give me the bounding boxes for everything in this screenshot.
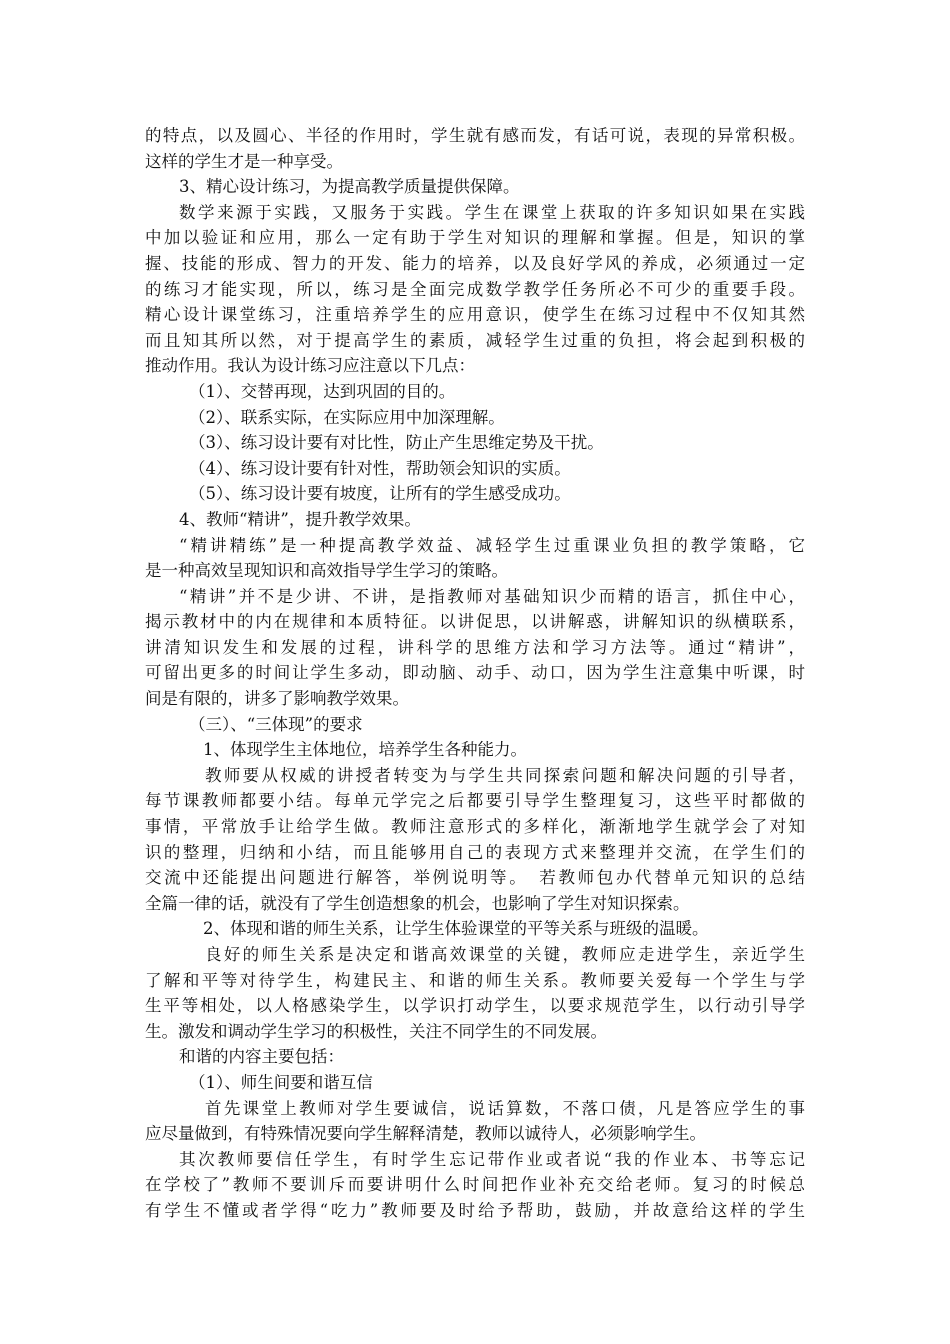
text-line: 首先课堂上教师对学生要诚信，说话算数，不落口债，凡是答应学生的事 — [205, 1098, 805, 1118]
text-line: 生。激发和调动学生学习的积极性，关注不同学生的不同发展。 — [145, 1021, 607, 1041]
text-line: 其次教师要信任学生，有时学生忘记带作业或者说“我的作业本、书等忘记 — [179, 1149, 805, 1169]
text-line: 和谐的内容主要包括： — [179, 1047, 344, 1067]
text-line: 良好的师生关系是决定和谐高效课堂的关键，教师应走进学生，亲近学生 — [205, 945, 805, 964]
text-line: 讲清知识发生和发展的过程，讲科学的思维方法和学习方法等。通过“精讲”， — [145, 637, 805, 657]
text-line: 握、技能的形成、智力的开发、能力的培养，以及良好学风的养成，必须通过一定 — [145, 253, 805, 273]
text-line: 事情，平常放手让给学生做。教师注意形式的多样化，渐渐地学生就学会了对知 — [145, 817, 805, 837]
list-item: （1）、交替再现，达到巩固的目的。 — [189, 381, 456, 401]
section-heading: 2、体现和谐的师生关系，让学生体验课堂的平等关系与班级的温暖。 — [203, 919, 709, 939]
text-line: 而且知其所以然，对于提高学生的素质，减轻学生过重的负担，将会起到积极的 — [145, 330, 805, 350]
text-line: 有学生不懂或者学得“吃力”教师要及时给予帮助，鼓励，并故意给这样的学生 — [145, 1200, 805, 1220]
text-line: 识的整理，归纳和小结，而且能够用自己的表现方式来整理并交流，在学生们的 — [145, 842, 805, 862]
section-heading: 4、教师“精讲”，提升教学效果。 — [179, 509, 421, 529]
document-body — [145, 123, 805, 1224]
text-line: 间是有限的，讲多了影响教学效果。 — [145, 689, 409, 709]
section-heading: （三）、“三体现”的要求 — [189, 714, 363, 734]
text-line: 教师要从权威的讲授者转变为与学生共同探索问题和解决问题的引导者， — [205, 765, 805, 785]
text-line: 推动作用。我认为设计练习应注意以下几点： — [145, 356, 475, 376]
text-line: 是一种高效呈现知识和高效指导学生学习的策略。 — [145, 561, 508, 581]
list-item: （1）、师生间要和谐互信 — [189, 1072, 373, 1092]
text-line: 应尽量做到，有特殊情况要向学生解释清楚，教师以诚待人，必须影响学生。 — [145, 1124, 706, 1144]
text-line: 的练习才能实现，所以，练习是全面完成数学教学任务所必不可少的重要手段。 — [145, 279, 805, 299]
list-item: （3）、练习设计要有对比性，防止产生思维定势及干扰。 — [189, 433, 604, 453]
text-line: 这样的学生才是一种享受。 — [145, 151, 343, 171]
text-line: 中加以验证和应用，那么一定有助于学生对知识的理解和掌握。但是，知识的掌 — [145, 228, 805, 248]
text-line: 了解和平等对待学生，构建民主、和谐的师生关系。教师要关爱每一个学生与学 — [145, 970, 805, 990]
list-item: （5）、练习设计要有坡度，让所有的学生感受成功。 — [189, 484, 571, 504]
text-line: 可留出更多的时间让学生多动，即动脑、动手、动口，因为学生注意集中听课，时 — [145, 663, 805, 683]
text-line: 精心设计课堂练习，注重培养学生的应用意识，使学生在练习过程中不仅知其然 — [145, 305, 805, 325]
text-line: 全篇一律的话，就没有了学生创造想象的机会，也影响了学生对知识探索。 — [145, 893, 690, 913]
text-line: 揭示教材中的内在规律和本质特征。以讲促思，以讲解惑，讲解知识的纵横联系， — [145, 612, 805, 632]
text-line: “精讲精练”是一种提高教学效益、减轻学生过重课业负担的教学策略，它 — [179, 535, 805, 555]
list-item: （2）、联系实际，在实际应用中加深理解。 — [189, 407, 505, 427]
text-line: “精讲”并不是少讲、不讲，是指教师对基础知识少而精的语言，抓住中心， — [179, 586, 805, 606]
text-line: 的特点，以及圆心、半径的作用时，学生就有感而发，有话可说，表现的异常积极。 — [145, 126, 805, 145]
text-line: 交流中还能提出问题进行解答，举例说明等。 若教师包办代替单元知识的总结 — [145, 868, 805, 888]
text-line: 生平等相处，以人格感染学生，以学识打动学生，以要求规范学生，以行动引导学 — [145, 996, 805, 1016]
text-line: 在学校了”教师不要训斥而要讲明什么时间把作业补充交给老师。复习的时候总 — [145, 1175, 805, 1195]
text-line: 数学来源于实践，又服务于实践。学生在课堂上获取的许多知识如果在实践 — [179, 202, 805, 222]
section-heading: 1、体现学生主体地位，培养学生各种能力。 — [203, 740, 527, 760]
list-item: （4）、练习设计要有针对性，帮助领会知识的实质。 — [189, 458, 571, 478]
text-line: 每节课教师都要小结。每单元学完之后都要引导学生整理复习，这些平时都做的 — [145, 791, 805, 811]
section-heading: 3、精心设计练习，为提高教学质量提供保障。 — [179, 177, 520, 197]
